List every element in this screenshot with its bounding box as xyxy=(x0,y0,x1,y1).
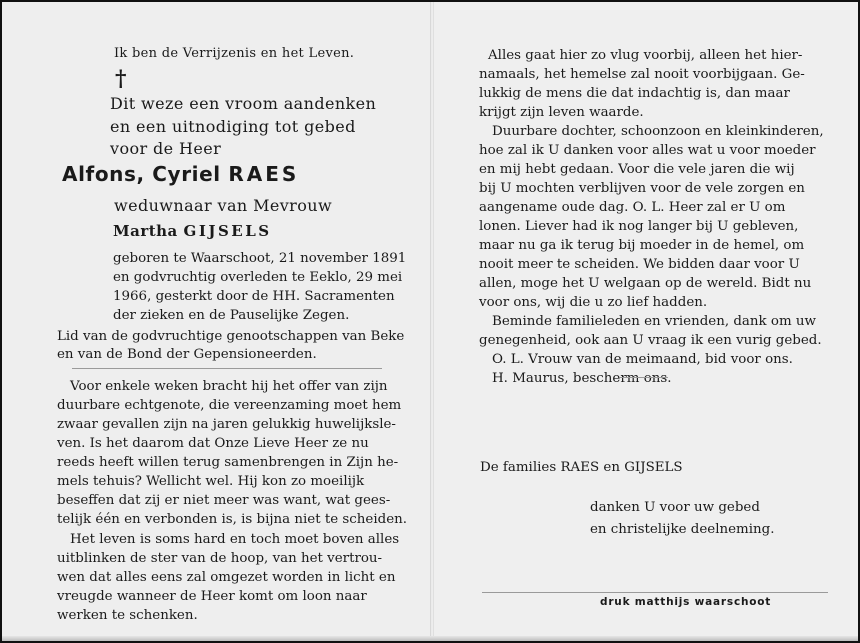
text-line: bij U mochten verblijven voor de vele zorgen en xyxy=(479,181,805,196)
bio-line: en godvruchtig overleden te Eeklo, 29 mei xyxy=(113,270,403,285)
deceased-given-names: Alfons, Cyriel xyxy=(62,162,221,186)
deceased-surname: RAES xyxy=(228,162,300,186)
right-page xyxy=(434,2,858,641)
text-line: namaals, het hemelse zal nooit voorbijgaan. Ge- xyxy=(479,67,805,82)
text-line: lukkig de mens die dat indachtig is, dan maar xyxy=(479,86,790,101)
membership-line: en van de Bond der Gepensioneerden. xyxy=(57,347,317,362)
text-line: telijk één en verbonden is, is bijna niet te scheiden. xyxy=(57,512,408,527)
text-line: nooit meer te scheiden. We bidden daar voor U xyxy=(479,257,800,272)
text-line: maar nu ga ik terug bij moeder in de hemel, om xyxy=(479,238,805,253)
intro-line: voor de Heer xyxy=(110,139,222,158)
thanks-line: danken U voor uw gebed xyxy=(590,500,760,515)
left-page xyxy=(2,2,430,641)
text-line: H. Maurus, bescherm ons. xyxy=(492,371,672,386)
bio-line: 1966, gesterkt door de HH. Sacramenten xyxy=(113,289,395,304)
bio-line: der zieken en de Pauselijke Zegen. xyxy=(113,308,350,323)
membership-line: Lid van de godvruchtige genootschappen van Beke xyxy=(57,329,405,344)
text-line: vreugde wanneer de Heer komt om loon naar xyxy=(57,589,367,604)
text-line: werken te schenken. xyxy=(57,608,198,623)
widower-of: weduwnaar van Mevrouw xyxy=(114,196,333,215)
thanks-line: en christelijke deelneming. xyxy=(590,522,775,537)
spouse-given-name: Martha xyxy=(113,222,178,240)
deceased-name xyxy=(62,162,299,186)
text-line: Alles gaat hier zo vlug voorbij, alleen het hier- xyxy=(488,48,803,63)
intro-line: Dit weze een vroom aandenken xyxy=(110,94,377,113)
motto: Ik ben de Verrijzenis en het Leven. xyxy=(114,46,355,61)
text-line: hoe zal ik U danken voor alles wat u voor moeder xyxy=(479,143,816,158)
intro-line: en een uitnodiging tot gebed xyxy=(110,117,356,136)
printer-mark: druk matthijs waarschoot xyxy=(600,596,772,608)
text-line: O. L. Vrouw van de meimaand, bid voor ons. xyxy=(492,352,793,367)
text-line: reeds heeft willen terug samenbrengen in Zijn he- xyxy=(57,455,399,470)
spouse-name xyxy=(113,222,272,240)
bottom-divider xyxy=(482,592,828,593)
bottom-edge xyxy=(2,636,858,641)
text-line: en mij hebt gedaan. Voor die vele jaren die wij xyxy=(479,162,795,177)
text-line: genegenheid, ook aan U vraag ik een vurig gebed. xyxy=(479,333,822,348)
text-line: Beminde familieleden en vrienden, dank om uw xyxy=(492,314,817,329)
divider xyxy=(72,368,382,369)
text-line: voor ons, wij die u zo lief hadden. xyxy=(479,295,708,310)
text-line: zwaar gevallen zijn na jaren gelukkig huwelijksle- xyxy=(57,417,396,432)
text-line: Duurbare dochter, schoonzoon en kleinkinderen, xyxy=(492,124,824,139)
short-divider xyxy=(620,377,668,378)
text-line: mels tehuis? Wellicht wel. Hij kon zo moeilijk xyxy=(57,474,365,489)
families: De families RAES en GIJSELS xyxy=(480,460,683,475)
text-line: Het leven is soms hard en toch moet boven alles xyxy=(70,532,400,547)
cross-icon: † xyxy=(115,66,127,92)
text-line: Voor enkele weken bracht hij het offer van zijn xyxy=(70,379,388,394)
text-line: aangename oude dag. O. L. Heer zal er U om xyxy=(479,200,786,215)
text-line: beseffen dat zij er niet meer was want, wat gees- xyxy=(57,493,391,508)
text-line: wen dat alles eens zal omgezet worden in licht en xyxy=(57,570,396,585)
text-line: krijgt zijn leven waarde. xyxy=(479,105,644,120)
text-line: lonen. Liever had ik nog langer bij U gebleven, xyxy=(479,219,799,234)
bio-line: geboren te Waarschoot, 21 november 1891 xyxy=(113,251,407,266)
memorial-card xyxy=(2,2,858,641)
spouse-surname: GIJSELS xyxy=(183,222,272,240)
text-line: ven. Is het daarom dat Onze Lieve Heer ze nu xyxy=(57,436,369,451)
text-line: allen, moge het U welgaan op de wereld. Bidt nu xyxy=(479,276,812,291)
text-line: uitblinken de ster van de hoop, van het vertrou- xyxy=(57,551,383,566)
text-line: duurbare echtgenote, die vereenzaming moet hem xyxy=(57,398,402,413)
